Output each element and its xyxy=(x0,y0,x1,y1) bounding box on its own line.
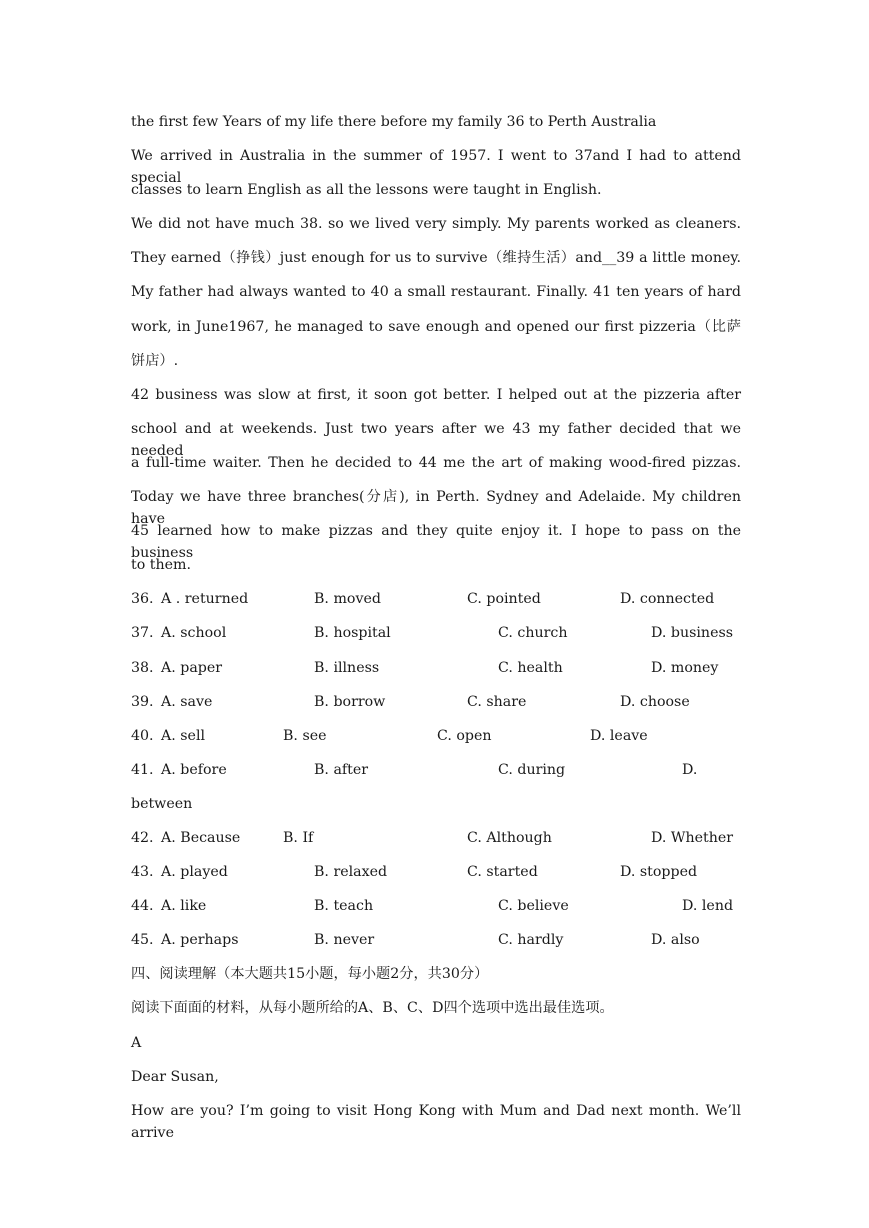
option-c: C. health xyxy=(498,659,563,676)
passage-line: a full-time waiter. Then he decided to 44 me the art of making wood-fired pizzas. xyxy=(131,454,741,471)
option-c: C. believe xyxy=(498,898,569,915)
passage-line: 45 learned how to make pizzas and they quite enjoy it. I hope to pass on the business xyxy=(131,523,741,562)
option-a: A. school xyxy=(161,625,227,642)
option-d: D. xyxy=(682,761,698,778)
option-b: B. If xyxy=(283,829,314,846)
option-b: B. hospital xyxy=(314,625,391,642)
option-c: C. pointed xyxy=(467,591,541,608)
question-row xyxy=(131,691,741,725)
option-a: A. played xyxy=(161,864,228,881)
passage-line: school and at weekends. Just two years after we 43 my father decided that we needed xyxy=(131,420,741,459)
question-number: 39. xyxy=(131,693,154,710)
option-b: B. borrow xyxy=(314,693,386,710)
passage-line: Today we have three branches(分店), in Perth. Sydney and Adelaide. My children have xyxy=(131,489,741,528)
question-number: 43. xyxy=(131,864,154,881)
question-number: 36. xyxy=(131,591,154,608)
option-d: D. choose xyxy=(620,693,690,710)
question-row xyxy=(131,861,741,895)
passage-line: 饼店）. xyxy=(131,352,179,369)
section-instruction: 阅读下面面的材料，从每小题所给的A、B、C、D四个选项中选出最佳选项。 xyxy=(131,1000,614,1017)
option-b: B. teach xyxy=(314,898,374,915)
question-row xyxy=(131,827,741,861)
option-a: A. Because xyxy=(161,829,241,846)
question-number: 38. xyxy=(131,659,154,676)
option-b: B. moved xyxy=(314,591,381,608)
option-a: A. perhaps xyxy=(161,932,239,949)
passage-line: We arrived in Australia in the summer of 1957. I went to 37and I had to attend special xyxy=(131,148,741,187)
passage-line: to them. xyxy=(131,557,191,574)
question-number: 42. xyxy=(131,829,154,846)
question-row xyxy=(131,725,741,759)
letter-body-line: How are you? I’m going to visit Hong Kong with Mum and Dad next month. We’ll arrive xyxy=(131,1102,741,1141)
option-a: A. like xyxy=(161,898,207,915)
option-c: C. share xyxy=(467,693,527,710)
cloze-passage xyxy=(131,111,741,588)
option-c: C. during xyxy=(498,761,566,778)
passage-line: They earned（挣钱）just enough for us to survive（维持生活）and__39 a little money. xyxy=(131,250,741,267)
passage-line: 42 business was slow at first, it soon got better. I helped out at the pizzeria after xyxy=(131,386,741,403)
passage-line: the first few Years of my life there before my family 36 to Perth Australia xyxy=(131,114,657,130)
option-b: B. see xyxy=(283,727,327,744)
option-a: A . returned xyxy=(161,591,249,608)
option-c: C. church xyxy=(498,625,568,642)
question-number: 37. xyxy=(131,625,154,642)
question-row xyxy=(131,657,741,691)
option-c: C. Although xyxy=(467,829,552,846)
option-d: D. connected xyxy=(620,591,715,608)
letter-salutation: Dear Susan, xyxy=(131,1068,219,1085)
passage-line: We did not have much 38. so we lived very simply. My parents worked as cleaners. xyxy=(131,216,741,233)
option-c: C. open xyxy=(437,727,492,744)
question-row xyxy=(131,929,741,963)
passage-line: classes to learn English as all the lessons were taught in English. xyxy=(131,182,602,199)
question-number: 40. xyxy=(131,727,154,744)
option-a: A. before xyxy=(161,761,227,778)
section-heading: 四、阅读理解（本大题共15小题，每小题2分，共30分） xyxy=(131,966,489,983)
option-b: B. after xyxy=(314,761,369,778)
option-b: B. relaxed xyxy=(314,864,388,881)
option-d: D. Whether xyxy=(651,829,734,846)
option-d: D. lend xyxy=(682,898,734,915)
option-b: B. illness xyxy=(314,659,380,676)
question-row xyxy=(131,759,741,793)
passage-line: My father had always wanted to 40 a small restaurant. Finally. 41 ten years of hard xyxy=(131,284,741,301)
option-d: D. also xyxy=(651,932,700,949)
option-c: C. started xyxy=(467,864,538,881)
option-d: D. leave xyxy=(590,727,648,744)
reading-section xyxy=(131,963,741,1141)
option-a: A. save xyxy=(161,693,213,710)
option-a: A. sell xyxy=(161,727,206,744)
option-a: A. paper xyxy=(161,659,223,676)
question-row xyxy=(131,588,741,622)
passage-line: work, in June1967, he managed to save enough and opened our first pizzeria（比萨 xyxy=(131,318,741,335)
answer-options xyxy=(131,588,741,963)
question-row xyxy=(131,895,741,929)
part-label: A xyxy=(131,1034,142,1051)
option-d: D. money xyxy=(651,659,719,676)
option-d: D. stopped xyxy=(620,864,698,881)
option-b: B. never xyxy=(314,932,375,949)
option-d: D. business xyxy=(651,625,734,642)
question-row xyxy=(131,622,741,656)
option-c: C. hardly xyxy=(498,932,564,949)
question-number: 45. xyxy=(131,932,154,949)
option-d-wrapped-text: between xyxy=(131,795,193,812)
question-row-continuation xyxy=(131,793,741,827)
question-number: 41. xyxy=(131,761,154,778)
document-page xyxy=(131,111,741,1141)
question-number: 44. xyxy=(131,898,154,915)
